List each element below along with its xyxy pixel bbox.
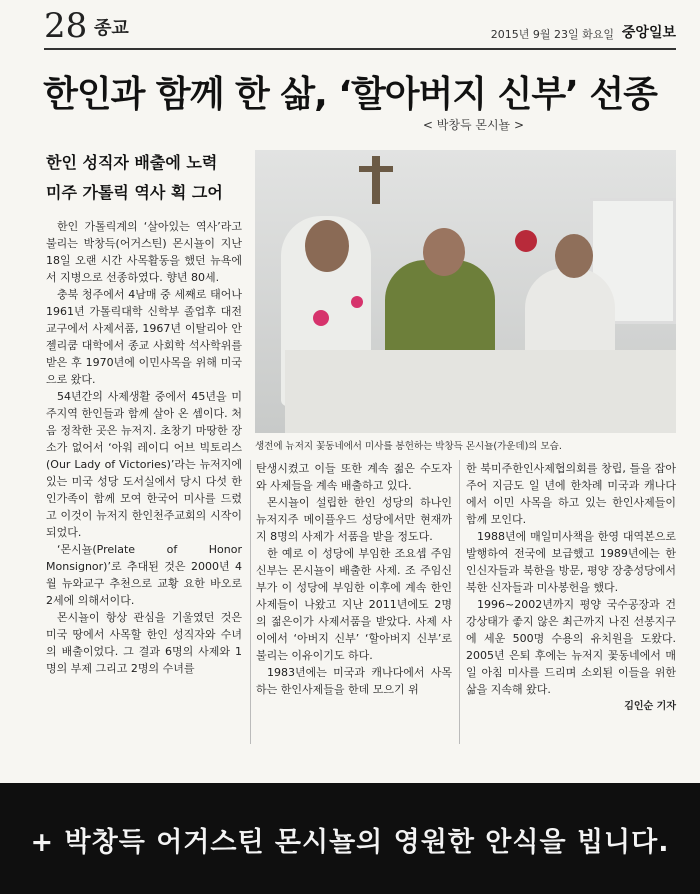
header-rule: [44, 48, 676, 50]
article-photo: [255, 150, 676, 433]
reporter-name: 김인순 기자: [624, 701, 676, 712]
paragraph: 몬시뇰이 항상 관심을 기울였던 것은 미국 땅에서 사목할 한인 성직자와 수녀의 배출이었다. 그 결과 6명의 사제와 1명의 부제 그리고 2명의 수녀를: [46, 611, 242, 675]
paragraph: 몬시뇰이 설립한 한인 성당의 하나인 뉴저지주 메이플우드 성당에서만 현재까지 8명의 사제가 서품을 받을 정도다.: [256, 496, 452, 543]
paragraph: 한 북미주한인사제협의회를 창립, 틀을 잡아 주어 지금도 일 년에 한차례 미국과 캐나다에서 이민 사목을 하고 있는 한인사제들이 함께 모인다.: [466, 462, 676, 526]
subhead-2: 미주 가톨릭 역사 획 그어: [46, 183, 223, 202]
photo-subject-byline: < 박창득 몬시뇰 >: [422, 118, 524, 132]
paragraph: ‘몬시뇰(Prelate of Honor Monsignor)’로 추대된 것은 2000년 4월 뉴와교구 추천으로 교황 요한 바오로 2세에 의해서이다.: [46, 543, 242, 607]
paragraph: 충북 청주에서 4남매 중 세째로 태어나 1961년 가톨릭대학 신학부 졸업후 대전교구에서 사제서품, 1967년 이탈리아 안젤리쿰 대학에서 종교 사회학 석사학위를 받은 후 1970년에 이민사목을 위해 미국으로 왔다.: [46, 288, 242, 386]
paragraph: 탄생시켰고 이들 또한 계속 젊은 수도자와 사제들을 계속 배출하고 있다.: [256, 462, 452, 492]
paragraph: 1988년에 매일미사책을 한영 대역본으로 발행하여 전국에 보급했고 1989년에는 한인신자들과 북한을 방문, 평양 장충성당에서 북한 신자들과 미사봉헌을 했다.: [466, 530, 676, 594]
memorial-banner-text: + 박창득 어거스틴 몬시뇰의 영원한 안식을 빕니다.: [30, 827, 670, 858]
paragraph: 1996~2002년까지 평양 국수공장과 건강상태가 좋지 않은 최근까지 나진 선봉지구에 세운 500명 수용의 유치원을 도왔다. 2005년 은퇴 후에는 뉴저지 꽃동네에서 매일 아침 미사를 드리며 소외된 이들을 위한 삶을 지속해 왔다.: [466, 598, 676, 696]
issue-date: 2015년 9월 23일 화요일: [490, 28, 614, 41]
paragraph: 한인 가톨릭계의 ‘살아있는 역사’라고 불리는 박창득(어거스틴) 몬시뇰이 지난 18일 오랜 시간 사목활동을 했던 뉴욕에서 지병으로 선종하였다. 향년 80세.: [46, 220, 242, 284]
paragraph: 54년간의 사제생활 중에서 45년을 미주지역 한인들과 함께 살아 온 셈이다. 처음 정착한 곳은 뉴저지. 초창기 마땅한 장소가 없어서 ‘아워 레이디 어브 빅토리스(Our Lady of Victories)’라는 뉴저지에 있는 미국 성당 도서실에서 당시 다섯 한인가족이 함께 모여 한국어 미사를 드렸고 이것이 뉴저지 한인천주교회의 시작이 되었다.: [46, 390, 242, 539]
crucifix-icon: [372, 156, 380, 204]
column-divider: [459, 460, 460, 744]
column-divider: [250, 460, 251, 744]
paragraph: 1983년에는 미국과 캐나다에서 사목 하는 한인사제들을 한데 모으기 위: [256, 666, 452, 696]
page-header: [44, 6, 676, 46]
article-column-1: [46, 218, 242, 677]
headline: 한인과 함께 한 삶, ‘할아버지 신부’ 선종: [43, 74, 657, 115]
page-number: 28: [44, 6, 88, 46]
section-label: 종교: [94, 18, 129, 39]
article-column-2: [256, 460, 452, 698]
photo-caption: 생전에 뉴저지 꽃동네에서 미사를 봉헌하는 박창득 몬시뇰(가운데)의 모습.: [255, 441, 562, 452]
article-column-3: [466, 460, 676, 715]
paragraph: 한 예로 이 성당에 부임한 조요셉 주임신부는 몬시뇰이 배출한 사제. 조 주임신부가 이 성당에 부임한 이후에 계속 한인 사제들이 나왔고 지난 2011년에도 2명의 젊은이가 사제서품을 받았다. 사제 사이에서 ‘아버지 신부’ ‘할아버지 신부’로 불리는 이유이기도 하다.: [256, 547, 452, 662]
newspaper-logo: 중앙일보: [621, 25, 676, 41]
subhead-1: 한인 성직자 배출에 노력: [46, 153, 218, 172]
